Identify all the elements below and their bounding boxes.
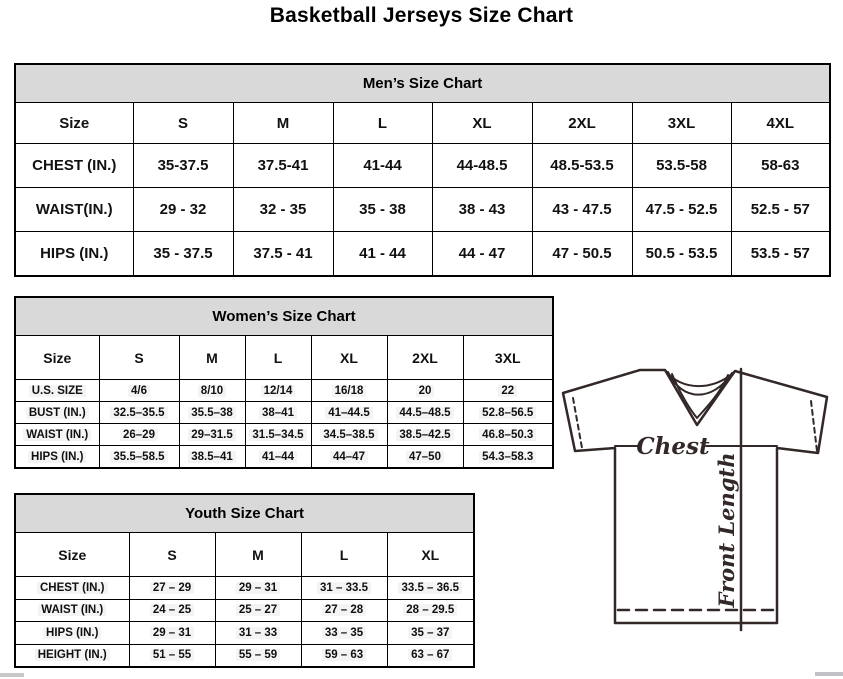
jersey-measurement-diagram [556, 358, 843, 658]
row-label-text: CHEST (IN.) [32, 157, 117, 174]
table-row [15, 188, 830, 232]
front-length-measure-label: Front Length [714, 452, 739, 608]
cell-value [311, 424, 387, 446]
column-header [432, 103, 532, 144]
row-label-text: HIPS (IN.) [28, 451, 86, 463]
cell-value-text: 53.5-58 [656, 157, 707, 174]
row-label [15, 424, 99, 446]
cell-value-text: 35-37.5 [157, 157, 209, 174]
cell-value [301, 622, 387, 645]
cell-value-text: 34.5–38.5 [320, 429, 377, 441]
cell-value-text: 27 – 29 [150, 582, 194, 594]
cell-value-text: 35 - 38 [359, 201, 406, 218]
column-header-text: 2XL [568, 114, 596, 132]
table-title-row [15, 494, 474, 533]
cell-value-text: 59 – 63 [322, 649, 366, 661]
column-header-text: Size [43, 349, 72, 366]
cell-value [215, 622, 301, 645]
cell-value [245, 446, 311, 469]
column-header-text: L [339, 546, 349, 563]
column-header-text: L [273, 349, 283, 366]
column-header-text: 4XL [766, 114, 795, 132]
cell-value-text: 4/6 [128, 385, 150, 397]
column-header [532, 103, 632, 144]
column-header [333, 103, 432, 144]
bottom-right-edge-fragment [815, 672, 843, 676]
cell-value-text: 35 – 37 [408, 627, 452, 639]
cell-value [432, 188, 532, 232]
column-header [463, 336, 553, 380]
cell-value-text: 8/10 [198, 385, 226, 397]
page-title: Basketball Jerseys Size Chart [269, 4, 574, 27]
cell-value-text: 52.8–56.5 [479, 407, 536, 419]
row-label [15, 577, 129, 600]
bottom-left-edge-fragment [0, 673, 24, 677]
chest-measure-label: Chest [636, 433, 710, 460]
cell-value [311, 402, 387, 424]
cell-value [311, 446, 387, 469]
column-header-text: S [134, 349, 144, 366]
cell-value-text: 27 – 28 [322, 604, 366, 616]
cell-value-text: 41-44 [363, 157, 402, 174]
column-header [632, 103, 731, 144]
cell-value [632, 232, 731, 277]
column-header [99, 336, 179, 380]
cell-value [463, 380, 553, 402]
row-label [15, 232, 133, 277]
cell-value [245, 424, 311, 446]
cell-value [215, 644, 301, 667]
row-label-text: WAIST(IN.) [35, 201, 113, 218]
cell-value-text: 33 – 35 [322, 627, 366, 639]
cell-value-text: 32 - 35 [259, 201, 307, 218]
column-header [15, 336, 99, 380]
row-label [15, 380, 99, 402]
cell-value-text: 55 – 59 [236, 649, 280, 661]
cell-value [387, 599, 474, 622]
cell-value-text: 44 - 47 [458, 245, 506, 262]
table-row [15, 144, 830, 188]
cell-value [215, 577, 301, 600]
column-header-row [15, 336, 553, 380]
cell-value-text: 37.5 - 41 [253, 245, 313, 262]
cell-value [387, 446, 463, 469]
jersey-outline [563, 370, 827, 623]
table-row [15, 446, 553, 469]
cell-value [432, 232, 532, 277]
cell-value-text: 47 - 50.5 [552, 245, 612, 262]
cell-value-text: 31 – 33 [236, 627, 280, 639]
cell-value [532, 144, 632, 188]
column-header [233, 103, 333, 144]
cell-value [179, 446, 245, 469]
cell-value-text: 29 - 32 [159, 201, 207, 218]
cell-value [463, 402, 553, 424]
cell-value-text: 63 – 67 [408, 649, 452, 661]
cell-value [129, 599, 215, 622]
cell-value-text: 58-63 [761, 157, 800, 174]
table-row [15, 599, 474, 622]
cell-value [179, 424, 245, 446]
cell-value-text: 25 – 27 [236, 604, 280, 616]
table-row [15, 232, 830, 277]
row-label [15, 144, 133, 188]
column-header-text: Size [58, 546, 87, 563]
cell-value-text: 52.5 - 57 [750, 201, 810, 218]
cell-value-text: 37.5-41 [257, 157, 309, 174]
cell-value [301, 577, 387, 600]
cell-value [731, 232, 830, 277]
column-header-text: M [252, 546, 264, 563]
row-label [15, 599, 129, 622]
cell-value [387, 644, 474, 667]
row-label [15, 188, 133, 232]
cell-value [245, 402, 311, 424]
row-label-text: HIPS (IN.) [43, 627, 101, 639]
cell-value-text: 41–44 [259, 451, 297, 463]
cell-value [731, 188, 830, 232]
row-label-text: BUST (IN.) [26, 407, 89, 419]
cell-value-text: 12/14 [261, 385, 296, 397]
table-title-text: Women’s Size Chart [212, 308, 356, 325]
table-row [15, 424, 553, 446]
column-header [245, 336, 311, 380]
column-header-row [15, 103, 830, 144]
column-header-text: M [276, 114, 290, 132]
cell-value [99, 446, 179, 469]
column-header [129, 533, 215, 577]
cell-value-text: 44.5–48.5 [396, 407, 453, 419]
mens-size-table [14, 63, 831, 277]
column-header [731, 103, 830, 144]
table-title-text: Youth Size Chart [185, 505, 304, 522]
cell-value-text: 29 – 31 [236, 582, 280, 594]
cell-value [387, 577, 474, 600]
table-row [15, 622, 474, 645]
column-header [15, 103, 133, 144]
cell-value [532, 232, 632, 277]
cell-value [99, 402, 179, 424]
cell-value-text: 29 – 31 [150, 627, 194, 639]
cell-value-text: 38–41 [259, 407, 297, 419]
row-label-text: WAIST (IN.) [38, 604, 106, 616]
column-header-text: XL [421, 546, 440, 563]
cell-value-text: 22 [498, 385, 517, 397]
cell-value-text: 53.5 - 57 [750, 245, 810, 262]
cell-value-text: 35 - 37.5 [153, 245, 213, 262]
column-header [387, 533, 474, 577]
column-header-text: S [177, 114, 188, 132]
column-header-text: 2XL [412, 349, 438, 366]
table-title-row [15, 297, 553, 336]
column-header-text: 3XL [667, 114, 696, 132]
column-header [179, 336, 245, 380]
cell-value [301, 644, 387, 667]
cell-value-text: 26–29 [120, 429, 158, 441]
cell-value [233, 232, 333, 277]
cell-value [133, 232, 233, 277]
cell-value-text: 38 - 43 [458, 201, 506, 218]
right-cuff-dashed-line [811, 401, 817, 451]
cell-value-text: 50.5 - 53.5 [645, 245, 718, 262]
cell-value-text: 24 – 25 [150, 604, 194, 616]
row-label [15, 622, 129, 645]
cell-value [333, 188, 432, 232]
column-header [133, 103, 233, 144]
column-header-text: XL [340, 349, 358, 366]
cell-value-text: 51 – 55 [150, 649, 194, 661]
left-cuff-dashed-line [573, 398, 582, 448]
column-header-text: M [206, 349, 218, 366]
cell-value [233, 188, 333, 232]
cell-value [311, 380, 387, 402]
cell-value [532, 188, 632, 232]
cell-value [333, 232, 432, 277]
table-title-row [15, 64, 830, 103]
cell-value [129, 622, 215, 645]
cell-value [333, 144, 432, 188]
table-title-text: Men’s Size Chart [362, 75, 483, 92]
cell-value-text: 41 - 44 [359, 245, 406, 262]
youth-size-table [14, 493, 475, 668]
column-header-text: XL [472, 114, 492, 132]
cell-value [387, 622, 474, 645]
cell-value-text: 33.5 – 36.5 [398, 582, 462, 594]
cell-value [387, 402, 463, 424]
column-header-row [15, 533, 474, 577]
cell-value-text: 47.5 - 52.5 [645, 201, 718, 218]
cell-value [245, 380, 311, 402]
table-row [15, 380, 553, 402]
cell-value-text: 31 – 33.5 [317, 582, 371, 594]
cell-value-text: 48.5-53.5 [550, 157, 614, 174]
cell-value [632, 144, 731, 188]
column-header [311, 336, 387, 380]
table-row [15, 577, 474, 600]
womens-size-table [14, 296, 554, 469]
cell-value-text: 54.3–58.3 [479, 451, 536, 463]
cell-value-text: 41–44.5 [325, 407, 373, 419]
cell-value [215, 599, 301, 622]
table-title [15, 64, 830, 103]
column-header [387, 336, 463, 380]
cell-value [463, 424, 553, 446]
cell-value-text: 47–50 [406, 451, 444, 463]
cell-value-text: 46.8–50.3 [479, 429, 536, 441]
row-label-text: HEIGHT (IN.) [35, 649, 110, 661]
table-title [15, 494, 474, 533]
cell-value-text: 32.5–35.5 [110, 407, 167, 419]
cell-value [387, 380, 463, 402]
cell-value [387, 424, 463, 446]
column-header-text: 3XL [494, 349, 521, 366]
row-label-text: U.S. SIZE [29, 385, 86, 397]
cell-value-text: 28 – 29.5 [403, 604, 457, 616]
cell-value [233, 144, 333, 188]
cell-value [133, 144, 233, 188]
cell-value [179, 402, 245, 424]
cell-value [99, 424, 179, 446]
column-header-text: L [377, 114, 388, 132]
table-row [15, 644, 474, 667]
table-title [15, 297, 553, 336]
column-header-text: Size [59, 114, 90, 132]
cell-value [632, 188, 731, 232]
table-row [15, 402, 553, 424]
cell-value [432, 144, 532, 188]
row-label-text: HIPS (IN.) [40, 245, 109, 262]
column-header [215, 533, 301, 577]
cell-value-text: 29–31.5 [188, 429, 236, 441]
cell-value-text: 16/18 [332, 385, 367, 397]
cell-value-text: 44–47 [330, 451, 368, 463]
cell-value-text: 35.5–58.5 [110, 451, 167, 463]
cell-value [179, 380, 245, 402]
cell-value-text: 43 - 47.5 [552, 201, 612, 218]
cell-value-text: 35.5–38 [188, 407, 236, 419]
cell-value-text: 44-48.5 [456, 157, 508, 174]
cell-value [129, 644, 215, 667]
cell-value [463, 446, 553, 469]
column-header [301, 533, 387, 577]
column-header [15, 533, 129, 577]
column-header-text: S [167, 546, 177, 563]
row-label [15, 402, 99, 424]
row-label-text: CHEST (IN.) [37, 582, 108, 594]
cell-value [301, 599, 387, 622]
cell-value [133, 188, 233, 232]
cell-value [731, 144, 830, 188]
row-label [15, 644, 129, 667]
cell-value-text: 31.5–34.5 [249, 429, 306, 441]
cell-value [129, 577, 215, 600]
cell-value-text: 38.5–42.5 [396, 429, 453, 441]
cell-value-text: 20 [416, 385, 435, 397]
cell-value-text: 38.5–41 [188, 451, 236, 463]
cell-value [99, 380, 179, 402]
row-label [15, 446, 99, 469]
row-label-text: WAIST (IN.) [23, 429, 91, 441]
